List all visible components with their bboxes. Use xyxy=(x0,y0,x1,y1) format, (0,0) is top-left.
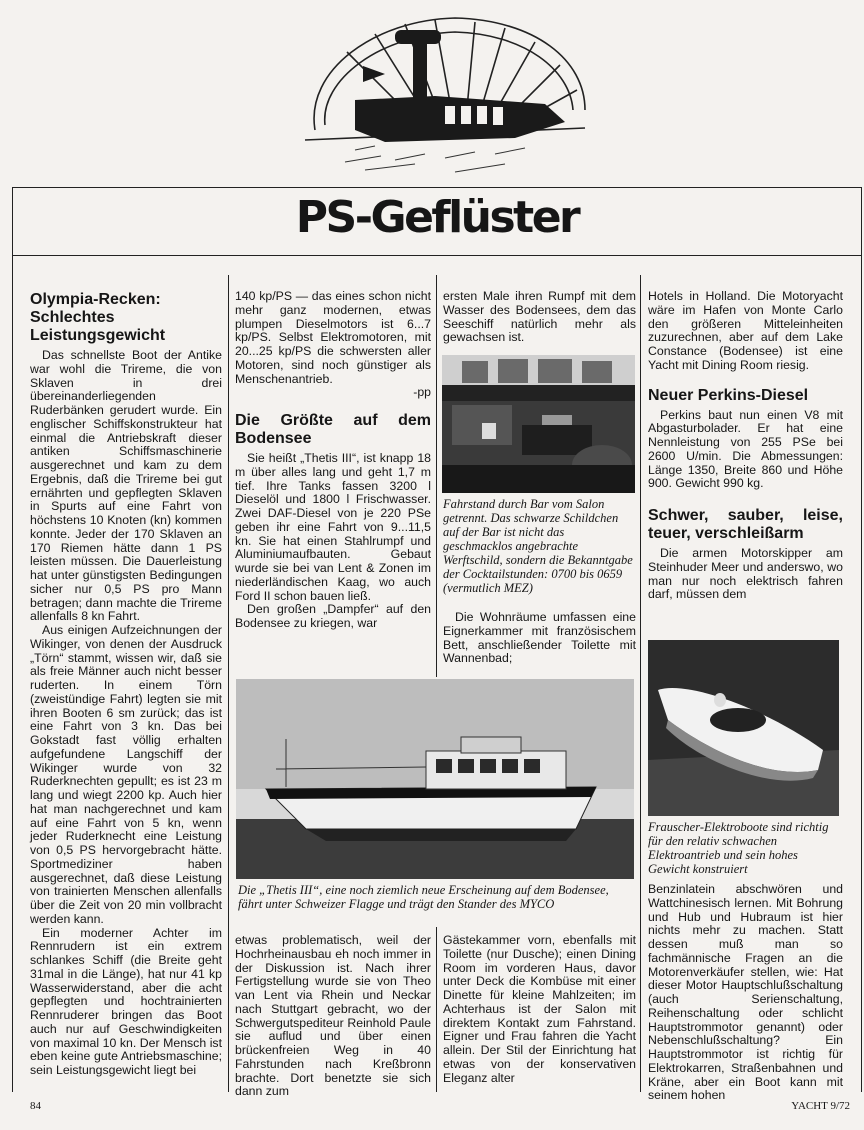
top-rule xyxy=(12,255,862,256)
column-3-top xyxy=(443,290,636,345)
column-2-bottom xyxy=(235,934,431,1099)
heading-perkins-diesel: Neuer Perkins-Diesel xyxy=(648,386,809,404)
column-1 xyxy=(30,291,222,1091)
heading-olympia-recken: Olympia-Recken: Schlechtes Leistungsgewicht xyxy=(30,291,166,344)
yacht-photo xyxy=(236,679,634,879)
column-4-top xyxy=(648,290,843,602)
interior-photo xyxy=(442,355,635,493)
paragraph: Aus einigen Aufzeichnungen der Wikinger, von denen der Ausdruck „Törn“ stammt, wissen wir, daß sie als freie Männer auch nicht besser ruderten. In einem Törn (zweistündige Fahrt) legten sie mit ihren Booten 6 sm zurück; das ist eine Fahrt von 3 kn. Das bei Gokstadt fast völlig erhalten aufgefundene Langschiff der Wikinger wurde von 32 Ruderknechten gepullt; es ist 23 m lang und wiegt 2200 kp. Auch hier hat man nachgerechnet und kam auf eine Fahrt von 5 kn, wenn jeder Ruderknecht eine Leistung von 0,5 PS hervorgebracht hätte. Sportmediziner haben ausgerechnet, daß diese Leistung von trainierten Menschen allenfalls über die Zeit von 20 min vollbracht werden kann. xyxy=(30,623,222,926)
paragraph: etwas problematisch, weil der Hochrheinausbau eh noch immer in der Diskussion ist. Nach ihrer Fertigstellung wurde sie von Theo van Lent via Rhein und Neckar nach Stuttgart gebracht, wo der Schwergutspediteur Reinhold Paule sie auflud und über einen brückenfreien Weg in 40 Fahrstunden nach Kreßbronn brachte. Dort benetzte sie sich dann zum xyxy=(235,933,431,1099)
column-4-bottom xyxy=(648,883,843,1103)
caption-interior: Fahrstand durch Bar vom Salon getrennt. Das schwarze Schildchen auf der Bar ist nicht das geschmacklos angebrachte Werftschild, sondern die Bekanntgabe der Cocktailstunden: 0700 bis 0659 (vermutlich MEZ) xyxy=(443,497,633,595)
col-rule-2 xyxy=(436,275,437,677)
paragraph: Perkins baut nun einen V8 mit Abgasturbolader. Er hat eine Nennleistung von 255 PSe bei 2600 U/min. Die Abmessungen: Länge 1350, Breite 860 und Höhe 900. Gewicht 990 kg. xyxy=(648,407,843,491)
heading-elektro: Schwer, sauber, leise, teuer, verschleißarm xyxy=(648,507,843,542)
col-rule-1 xyxy=(228,275,229,1092)
paragraph: ersten Male ihren Rumpf mit dem Wasser des Bodensees, dem das Seeschiff natürlich mehr als gewachsen ist. xyxy=(443,289,636,345)
page-number: 84 xyxy=(30,1100,41,1112)
electric-boat-photo xyxy=(648,640,839,816)
column-3-mid xyxy=(443,611,636,666)
paragraph: Die Wohnräume umfassen eine Eignerkammer mit französischem Bett, anschließender Toilette mit Wannenbad; xyxy=(443,610,636,666)
issue-label: YACHT 9/72 xyxy=(791,1100,850,1112)
paragraph: 140 kp/PS — das eines schon nicht mehr ganz modernen, etwas plumpen Dieselmotors ist 6...7 kp/PS. Selbst Elektromotoren, mit 20...25 kp/PS die schwersten aller Motoren, sind noch günstiger als Menschenantrieb. xyxy=(235,289,431,386)
paragraph: Hotels in Holland. Die Motoryacht wäre im Hafen von Monte Carlo den größeren Mitteleinheiten zuzurechnen, aber auf dem Lake Constance (Bodensee) ist eine Yacht mit Dining Room riesig. xyxy=(648,289,843,372)
author-sign: -pp xyxy=(413,385,431,400)
header-box xyxy=(12,187,862,255)
paragraph: Gästekammer vorn, ebenfalls mit Toilette (nur Dusche); einen Dining Room im vorderen Haus, davor unter Deck die Kombüse mit einer Dinette für kleine Mahlzeiten; im Achterhaus ist der Salon mit direktem Kontakt zum Fahrstand. Eigner und Frau fahren die Yacht allein. Der Stil der Einrichtung hat etwas von der konservativen Eleganz alter xyxy=(443,933,636,1085)
col-rule-3 xyxy=(640,275,641,1092)
page-title: PS-Geflüster xyxy=(295,192,579,243)
paragraph: Ein moderner Achter im Rennrudern ist ein extrem schlankes Schiff (die Breite geht 31mal in die Länge), hat nur 41 kp Wasserwiderstand, aber die acht gepflegten und hochtrainierten Rennruderer bringen das Boot auch nur auf Geschwindigkeiten von maximal 10 kn. Der Mensch ist eben keine gute Antriebsmaschine; sein Leistungsgewicht liegt bei xyxy=(30,925,222,1077)
paddle-steamer-illustration xyxy=(285,10,605,188)
heading-groesste-bodensee: Die Größte auf dem Bodensee xyxy=(235,412,431,447)
paragraph: Die armen Motorskipper am Steinhuder Meer und anderswo, wo man nur noch elektrisch fahren darf, müssen dem xyxy=(648,546,843,602)
paragraph: Den großen „Dampfer“ auf den Bodensee zu kriegen, war xyxy=(235,602,431,630)
caption-yacht: Die „Thetis III“, eine noch ziemlich neue Erscheinung auf dem Bodensee, fährt unter Schweizer Flagge und trägt den Stander des MYCO xyxy=(238,883,609,911)
left-border xyxy=(12,187,13,1092)
right-border xyxy=(861,187,862,1092)
column-2-top xyxy=(235,290,431,631)
column-3-bottom xyxy=(443,934,636,1085)
caption-electric-boat: Frauscher-Elektroboote sind richtig für den relativ schwachen Elektroantrieb und sein hohes Gewicht konstruiert xyxy=(648,820,829,876)
col-rule-2b xyxy=(436,927,437,1092)
paragraph: Sie heißt „Thetis III“, ist knapp 18 m über alles lang und geht 1,7 m tief. Ihre Tanks fassen 3200 l Dieselöl und 1800 l Frischwasser. Zwei DAF-Diesel von je 220 PSe geben ihr eine Fahrt von 9...11,5 kn. Sie hat einen Stahlrumpf und Aluminiumaufbauten. Gebaut wurde sie bei van Lent & Zonen im niederländischen Kaag, wo auch Ford II schon bauen ließ. xyxy=(235,451,431,603)
paragraph: Das schnellste Boot der Antike war wohl die Trireme, die von Sklaven in drei übereinanderliegenden Ruderbänken gerudert wurde. Ein englischer Schiffskonstrukteur hat einmal die Antriebskraft dieser antiken Schiffsmaschinerie ausgerechnet und kam zu dem Ergebnis, daß die Trireme bei gut ernährten und gepflegten Sklaven in Spurts auf eine Fahrt von höchstens 10 Knoten (kn) kommen konnte. Jeder der 170 Sklaven an 170 Riemen hätte dann 1 PS leisten müssen. Die Dauerleistung hat unter günstigsten Bedingungen sicher nur 0,5 PS pro Mann betragen; dann machte die Trireme allenfalls 8 kn Fahrt. xyxy=(30,348,222,624)
paragraph: Benzinlatein abschwören und Wattchinesisch lernen. Mit Bohrung und Hub und Hubraum ist hier nichts mehr zu machen. Statt dessen muß man so fachmännische Fragen an die Motorenverkäufer stellen, wie: Hat dieser Motor Hauptschlußschaltung (auch Serienschaltung, Reihenschaltung oder schlicht Hauptstrommotor genannt) oder Nebenschlußschaltung? Ein Hauptstrommotor ist richtig für Elektrokarren, Straßenbahnen und Kräne, aber ein Boot kann mit seinem hohen xyxy=(648,882,843,1103)
